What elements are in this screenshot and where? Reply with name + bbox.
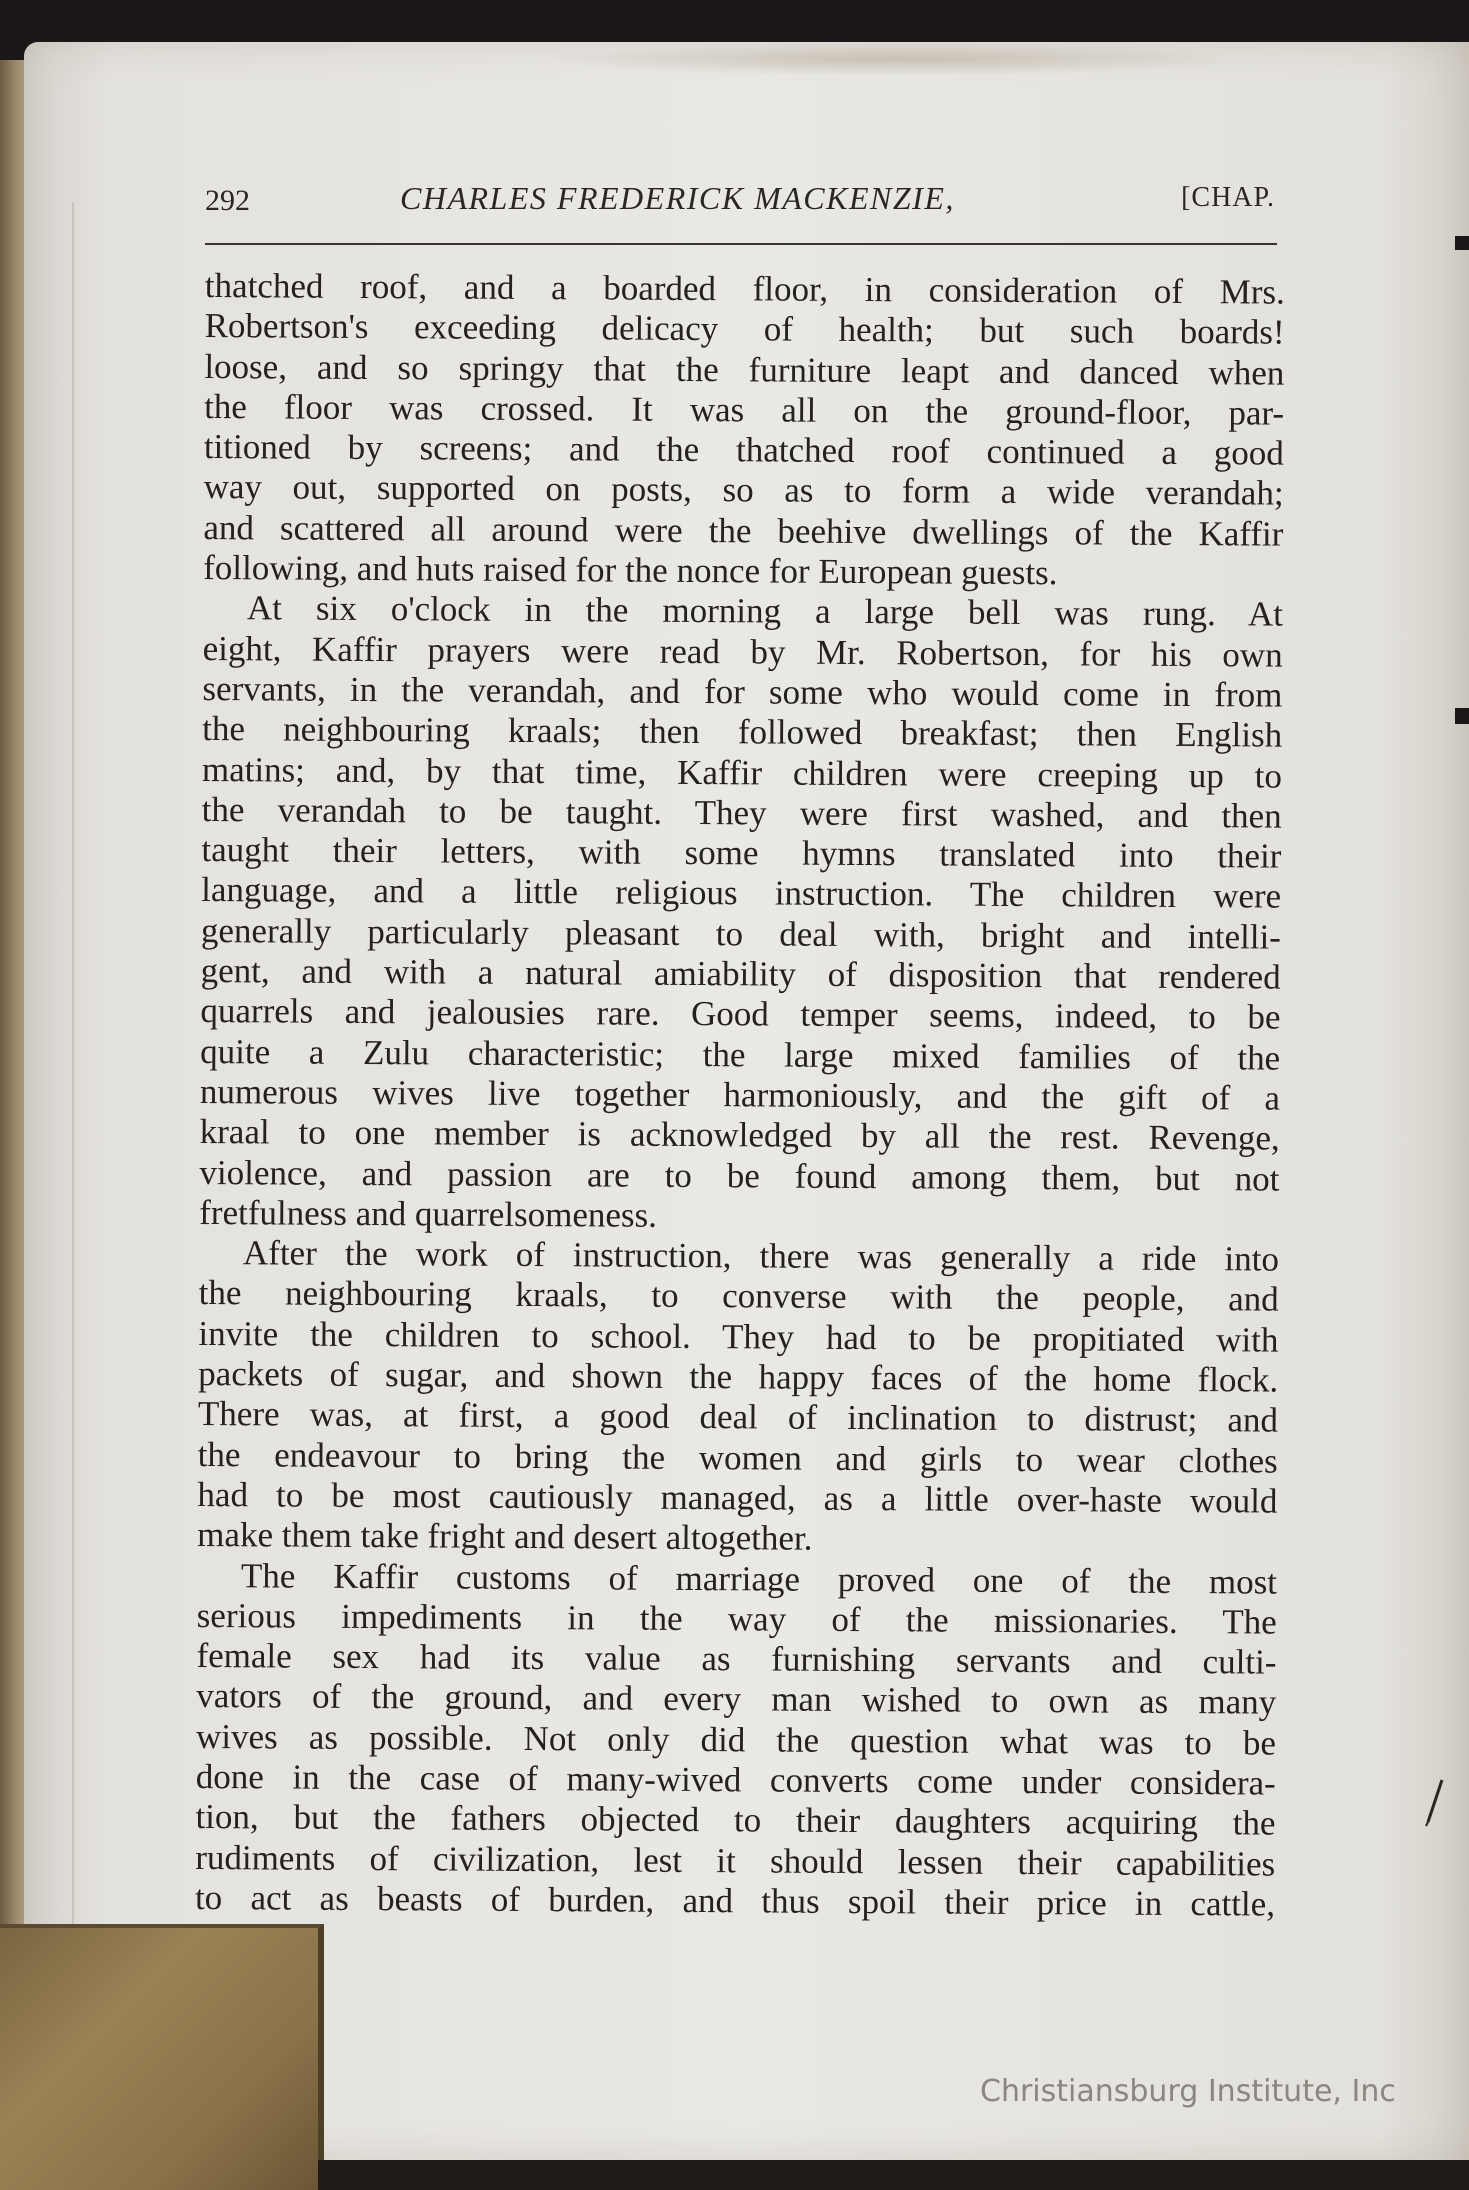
text-line: violence, and passion are to be found among them, but not xyxy=(199,1152,1280,1199)
running-header xyxy=(205,180,1275,240)
text-line: quarrels and jealousies rare. Good temper seems, indeed, to be xyxy=(200,991,1281,1037)
text-line: following, and huts raised for the nonce for European guests. xyxy=(203,548,1058,593)
text-line: vators of the ground, and every man wished to own as many xyxy=(196,1676,1277,1722)
text-line: done in the case of many-wived converts come under considera- xyxy=(195,1756,1276,1803)
text-line: thatched roof, and a boarded floor, in consideration of Mrs. xyxy=(204,266,1285,312)
text-line: There was, at first, a good deal of inclination to distrust; and xyxy=(197,1394,1279,1440)
text-line: tion, but the fathers objected to their daughters acquiring the xyxy=(195,1797,1276,1843)
text-line: eight, Kaffir prayers were read by Mr. Robertson, for his own xyxy=(202,628,1283,675)
page-edge-tab xyxy=(1455,708,1469,724)
text-line: the verandah to be taught. They were first washed, and then xyxy=(201,789,1282,836)
text-line: rudiments of civilization, lest it should lessen their capabilities xyxy=(195,1837,1276,1884)
chapter-marker: [CHAP. xyxy=(1181,182,1275,213)
header-rule xyxy=(205,243,1277,245)
text-line: gent, and with a natural amiability of disposition that rendered xyxy=(200,951,1281,997)
text-line: taught their letters, with some hymns translated into their xyxy=(201,830,1282,876)
watermark: Christiansburg Institute, Inc xyxy=(980,2074,1396,2109)
text-line: wives as possible. Not only did the question what was to be xyxy=(195,1716,1277,1763)
text-line: had to be most cautiously managed, as a little over-haste would xyxy=(197,1474,1278,1521)
text-line: and scattered all around were the beehive dwellings of the Kaffir xyxy=(203,507,1284,554)
gutter-line xyxy=(72,202,74,1962)
text-line: invite the children to school. They had to be propitiated with xyxy=(198,1313,1279,1360)
text-line: matins; and, by that time, Kaffir children were creeping up to xyxy=(201,749,1283,796)
running-title: CHARLES FREDERICK MACKENZIE, xyxy=(400,180,955,216)
text-line: serious impediments in the way of the missionaries. The xyxy=(196,1595,1277,1642)
page-number: 292 xyxy=(205,184,250,217)
text-line: the floor was crossed. It was all on the ground-floor, par- xyxy=(204,386,1285,433)
text-line: to act as beasts of burden, and thus spoil their price in cattle, xyxy=(194,1877,1276,1924)
text-line: titioned by screens; and the thatched roof continued a good xyxy=(203,427,1284,473)
bookend-block xyxy=(0,1924,324,2190)
text-line: loose, and so springy that the furniture leapt and danced when xyxy=(204,346,1285,393)
text-line: female sex had its value as furnishing servants and culti- xyxy=(196,1636,1277,1682)
pencil-mark-icon xyxy=(1424,1778,1446,1828)
text-line: kraal to one member is acknowledged by all the rest. Revenge, xyxy=(199,1112,1280,1158)
text-line: numerous wives live together harmoniously, and the gift of a xyxy=(199,1071,1281,1118)
text-line: language, and a little religious instruction. The children were xyxy=(201,870,1282,917)
page-bottom-shadow xyxy=(318,2160,1469,2190)
text-line: After the work of instruction, there was generally a ride into xyxy=(242,1233,1280,1279)
text-line: the neighbouring kraals, to converse with the people, and xyxy=(198,1273,1279,1319)
text-line: the endeavour to bring the women and girls to wear clothes xyxy=(197,1434,1278,1481)
text-line: fretfulness and quarrelsomeness. xyxy=(199,1192,658,1235)
page-stain xyxy=(544,42,1244,76)
text-line: quite a Zulu characteristic; the large mixed families of the xyxy=(200,1031,1281,1078)
text-line: the neighbouring kraals; then followed breakfast; then English xyxy=(202,709,1283,755)
page-edge-tab xyxy=(1455,236,1469,250)
text-line: At six o'clock in the morning a large bell was rung. At xyxy=(246,588,1284,634)
text-line: The Kaffir customs of marriage proved one of the most xyxy=(240,1555,1278,1602)
body-text xyxy=(195,266,1285,1925)
text-line: way out, supported on posts, so as to form a wide verandah; xyxy=(203,467,1284,514)
text-line: Robertson's exceeding delicacy of health; but such boards! xyxy=(204,306,1285,352)
text-line: packets of sugar, and shown the happy faces of the home flock. xyxy=(198,1353,1279,1400)
text-line: generally particularly pleasant to deal with, bright and intelli- xyxy=(200,910,1282,957)
text-line: servants, in the verandah, and for some who would come in from xyxy=(202,668,1283,715)
text-line: make them take fright and desert altogether. xyxy=(197,1515,813,1558)
